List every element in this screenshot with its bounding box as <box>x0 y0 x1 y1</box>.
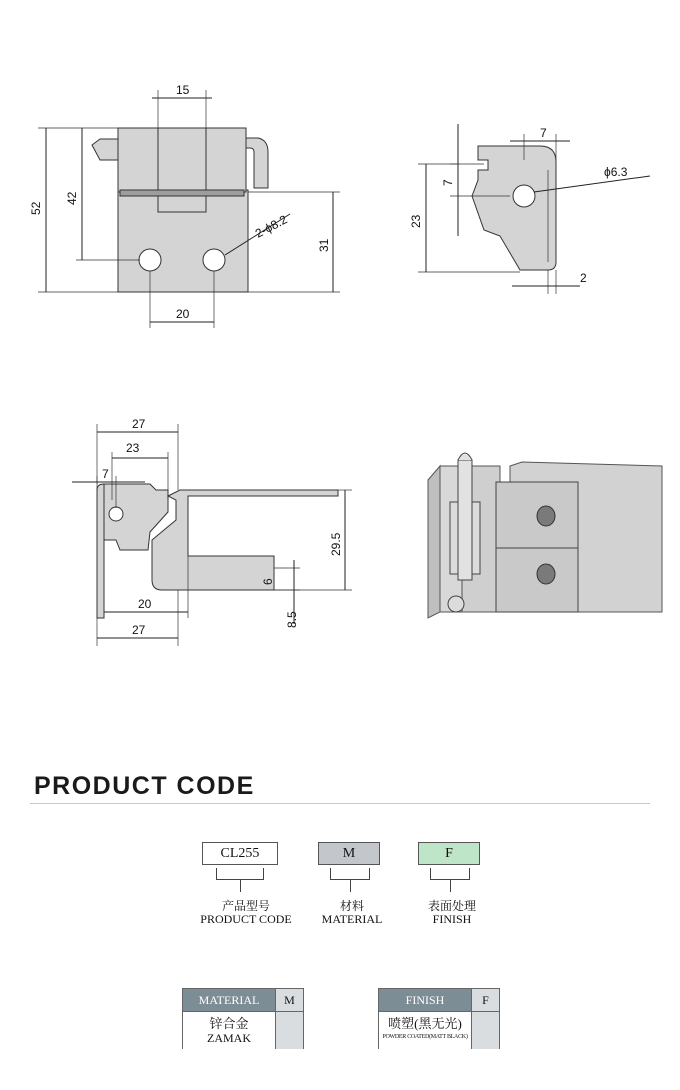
finish-table-header: FINISH <box>379 989 471 1011</box>
dim-top-27a: 27 <box>132 417 146 431</box>
dim-front-holes: 2-ϕ8.2 <box>252 212 290 241</box>
finish-value-cn: 喷塑(黑无光) <box>388 1016 462 1031</box>
dim-front-42: 42 <box>65 191 79 205</box>
bracket-stem-material <box>350 880 351 892</box>
material-table <box>182 988 304 1049</box>
label-material-en: MATERIAL <box>321 912 383 926</box>
material-value-en: ZAMAK <box>207 1031 251 1045</box>
dim-top-27b: 27 <box>132 623 146 637</box>
dim-front-31: 31 <box>317 238 331 252</box>
label-material-cn: 材料 <box>339 899 364 913</box>
dim-top-29-5: 29.5 <box>329 532 343 556</box>
label-finish-en: FINISH <box>432 912 472 926</box>
dim-top-20: 20 <box>138 597 152 611</box>
finish-table-value <box>379 1011 471 1049</box>
dim-side-7-left: 7 <box>441 179 455 186</box>
dim-side-23: 23 <box>409 214 423 228</box>
dim-front-15: 15 <box>176 83 190 97</box>
bracket-stem-product <box>240 880 241 892</box>
material-table-code: M <box>275 989 303 1011</box>
dim-top-7: 7 <box>102 467 109 481</box>
dim-side-2: 2 <box>580 271 587 285</box>
code-box-product: CL255 <box>202 842 278 865</box>
dim-top-8-5: 8.5 <box>285 611 299 628</box>
label-finish <box>382 900 522 926</box>
finish-table-side <box>471 1011 499 1049</box>
bracket-material <box>330 868 370 880</box>
material-value-cn: 锌合金 <box>209 1016 249 1031</box>
code-box-material: M <box>318 842 380 865</box>
material-table-side <box>275 1011 303 1049</box>
dim-top-6: 6 <box>261 578 275 585</box>
label-finish-cn: 表面处理 <box>427 899 476 913</box>
label-product-en: PRODUCT CODE <box>200 912 292 926</box>
dim-front-20: 20 <box>176 307 190 321</box>
finish-table-code: F <box>471 989 499 1011</box>
bracket-stem-finish <box>450 880 451 892</box>
dim-front-52: 52 <box>29 201 43 215</box>
finish-value-en: POWDER COATED(MATT BLACK) <box>382 1034 468 1040</box>
title-divider <box>30 803 650 804</box>
finish-table <box>378 988 500 1049</box>
dim-top-23: 23 <box>126 441 140 455</box>
material-table-value <box>183 1011 275 1049</box>
label-product-cn: 产品型号 <box>221 899 270 913</box>
dim-side-hole: ϕ6.3 <box>604 165 628 179</box>
bracket-finish <box>430 868 470 880</box>
material-table-header: MATERIAL <box>183 989 275 1011</box>
product-code-title: PRODUCT CODE <box>34 772 255 800</box>
bracket-product <box>216 868 264 880</box>
code-box-finish: F <box>418 842 480 865</box>
dim-side-7-top: 7 <box>540 126 547 140</box>
